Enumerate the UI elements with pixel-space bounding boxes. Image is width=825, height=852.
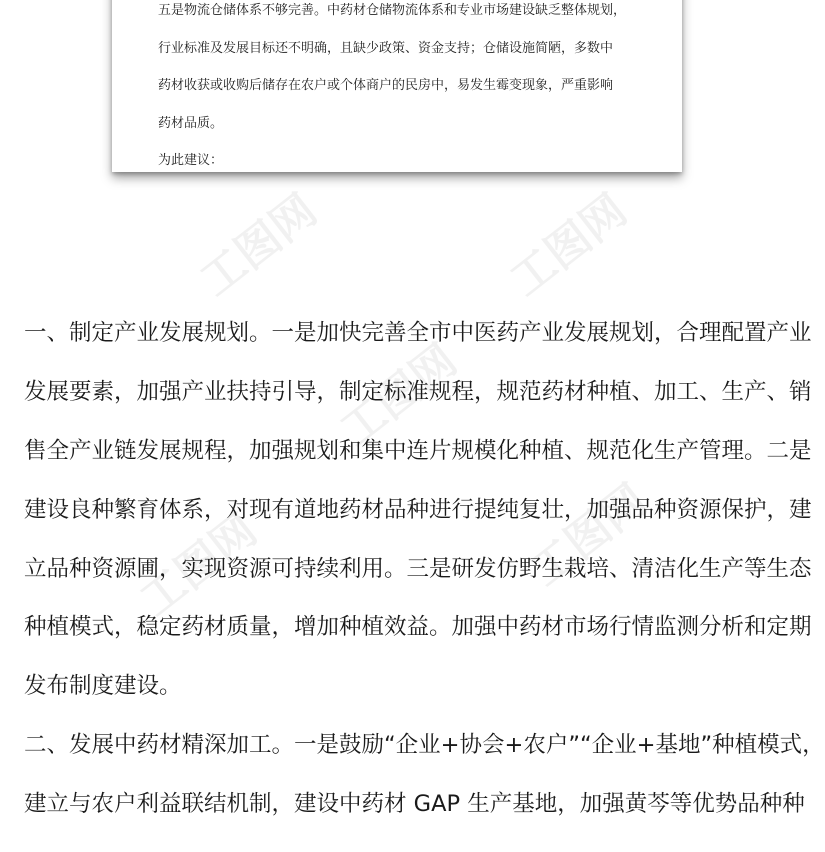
body-paragraph-line: 立品种资源圃，实现资源可持续利用。三是研发仿野生栽培、清洁化生产等生态 [24,555,812,582]
body-paragraph-line: 建立与农户利益联结机制，建设中药材 GAP 生产基地，加强黄芩等优势品种种 [24,791,805,818]
card-paragraph-line: 行业标准及发展目标还不明确，且缺少政策、资金支持；仓储设施简陋，多数中 [158,40,614,56]
card-paragraph-line: 药材收获或收购后储存在农户或个体商户的民房中，易发生霉变现象，严重影响 [158,78,614,93]
watermark: 工图网 [331,334,467,457]
card-text-block [158,4,678,192]
watermark: 工图网 [131,504,267,627]
watermark: 工图网 [191,184,327,307]
body-paragraph-line: 一、制定产业发展规划。一是加快完善全市中医药产业发展规划，合理配置产业 [24,320,812,346]
body-paragraph-line: 发展要素，加强产业扶持引导，制定标准规程，规范药材种植、加工、生产、销 [24,378,812,405]
body-paragraph-line: 建设良种繁育体系，对现有道地药材品种进行提纯复壮，加强品种资源保护，建 [24,496,812,523]
body-paragraph-line: 售全产业链发展规程，加强规划和集中连片规模化种植、规范化生产管理。二是 [24,437,812,464]
body-paragraph-line: 种植模式，稳定药材质量，增加种植效益。加强中药材市场行情监测分析和定期 [24,614,812,641]
body-paragraph-line: 二、发展中药材精深加工。一是鼓励“企业+协会+农户”“企业+基地”种植模式， [24,732,825,759]
card-paragraph-line: 为此建议： [158,153,224,168]
watermark: 工图网 [501,184,637,307]
card-paragraph-line: 药材品质。 [158,115,224,131]
body-text-block [24,320,825,852]
card-paragraph-line: 五是物流仓储体系不够完善。中药材仓储物流体系和专业市场建设缺乏整体规划， [158,3,627,18]
watermark: 工图网 [521,474,657,597]
body-paragraph-line: 发布制度建设。 [24,673,182,700]
